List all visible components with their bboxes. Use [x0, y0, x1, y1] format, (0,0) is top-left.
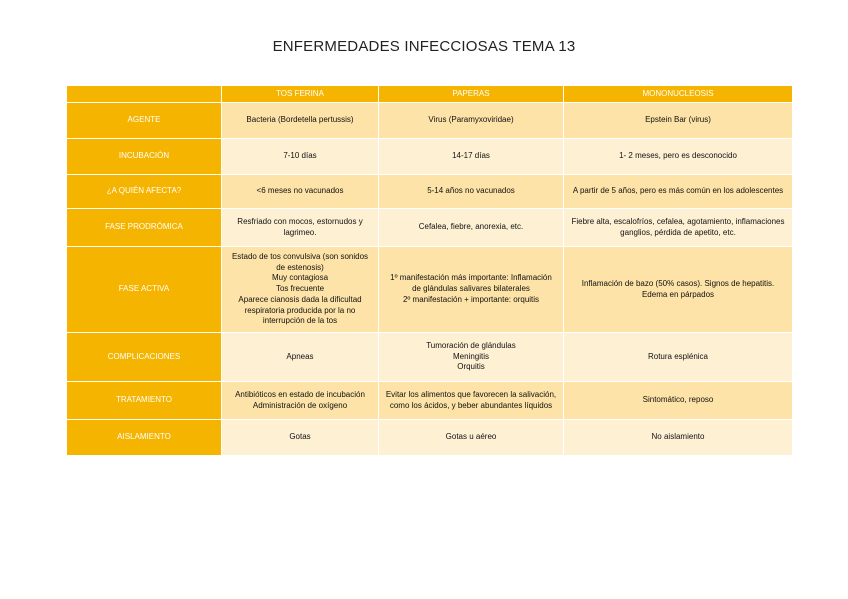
table-cell [564, 209, 793, 247]
column-header-empty [67, 86, 222, 103]
row-label: FASE ACTIVA [67, 247, 222, 333]
table-cell [564, 103, 793, 139]
row-label: AGENTE [67, 103, 222, 139]
table-cell [564, 175, 793, 209]
row-label: COMPLICACIONES [67, 333, 222, 382]
table-row [67, 247, 793, 333]
column-header-tos-ferina: TOS FERINA [222, 86, 379, 103]
table-cell [222, 382, 379, 420]
cell-line: Apneas [286, 351, 314, 361]
cell-line: Gotas u aéreo [445, 432, 497, 442]
table-cell [379, 103, 564, 139]
cell-line: Bacteria (Bordetella pertussis) [246, 115, 354, 125]
cell-line: Tos frecuente [275, 284, 325, 294]
page-title: ENFERMEDADES INFECCIOSAS TEMA 13 [272, 38, 576, 55]
table-row [67, 382, 793, 420]
table-cell [379, 382, 564, 420]
table-cell [222, 139, 379, 175]
cell-line: 1- 2 meses, pero es desconocido [619, 151, 737, 161]
diseases-table [66, 85, 793, 456]
column-header-paperas: PAPERAS [379, 86, 564, 103]
row-label: FASE PRODRÓMICA [67, 209, 222, 247]
column-header-mononucleosis: MONONUCLEOSIS [564, 86, 793, 103]
table-cell [222, 209, 379, 247]
table-cell [222, 175, 379, 209]
table-cell [564, 420, 793, 456]
cell-line: Resfriado con mocos, estornudos y lagrimeo. [237, 216, 363, 237]
table-cell [379, 420, 564, 456]
cell-line: Estado de tos convulsiva (son sonidos de estenosis) [231, 251, 369, 272]
cell-line: Meningitis [452, 351, 489, 361]
cell-line: Tumoración de glándulas [426, 340, 516, 350]
table-cell [564, 139, 793, 175]
table-cell [222, 420, 379, 456]
cell-line: Epstein Bar (virus) [645, 115, 711, 125]
table-row [67, 175, 793, 209]
table-cell [222, 103, 379, 139]
table-cell [379, 333, 564, 382]
cell-line: 14-17 días [452, 151, 490, 161]
table-header-row [67, 86, 793, 103]
table-cell [379, 247, 564, 333]
cell-line: Cefalea, fiebre, anorexia, etc. [418, 222, 524, 232]
cell-line: Rotura esplénica [647, 351, 709, 361]
row-label: INCUBACIÓN [67, 139, 222, 175]
cell-line: Fiebre alta, escalofríos, cefalea, agotamiento, inflamaciones ganglios, pérdida de apetito, etc. [571, 216, 785, 237]
cell-line: Gotas [289, 432, 311, 442]
cell-line: Aparece cianosis dada la dificultad respiratoria producida por la no interrupción de la tos [238, 294, 362, 326]
table-row [67, 333, 793, 382]
table-cell [379, 209, 564, 247]
cell-line: Antibióticos en estado de incubación [235, 389, 365, 399]
table-row [67, 139, 793, 175]
cell-line: 2º manifestación + importante: orquitis [402, 294, 540, 304]
cell-line: Evitar los alimentos que favorecen la salivación, como los ácidos, y beber abundantes líquidos [385, 389, 557, 410]
table-cell [379, 175, 564, 209]
cell-line: 5-14 años no vacunados [427, 186, 515, 196]
row-label: AISLAMIENTO [67, 420, 222, 456]
table-cell [222, 333, 379, 382]
cell-line: Inflamación de bazo (50% casos). Signos de hepatitis. Edema en párpados [581, 278, 775, 299]
table-row [67, 420, 793, 456]
table-cell [222, 247, 379, 333]
table-cell [564, 247, 793, 333]
table-cell [564, 333, 793, 382]
row-label: ¿A QUIÉN AFECTA? [67, 175, 222, 209]
cell-line: 7-10 días [283, 151, 317, 161]
table-cell [564, 382, 793, 420]
cell-line: Orquitis [457, 362, 485, 372]
cell-line: Virus (Paramyxoviridae) [428, 115, 514, 125]
cell-line: 1º manifestación más importante: Inflamación de glándulas salivares bilaterales [390, 273, 552, 294]
cell-line: Muy contagiosa [271, 273, 329, 283]
cell-line: Administración de oxígeno [252, 400, 348, 410]
cell-line: No aislamiento [651, 432, 705, 442]
table-row [67, 209, 793, 247]
table-cell [379, 139, 564, 175]
cell-line: A partir de 5 años, pero es más común en los adolescentes [572, 186, 784, 196]
cell-line: Sintomático, reposo [642, 395, 714, 405]
row-label: TRATAMIENTO [67, 382, 222, 420]
table-row [67, 103, 793, 139]
cell-line: <6 meses no vacunados [256, 186, 344, 196]
